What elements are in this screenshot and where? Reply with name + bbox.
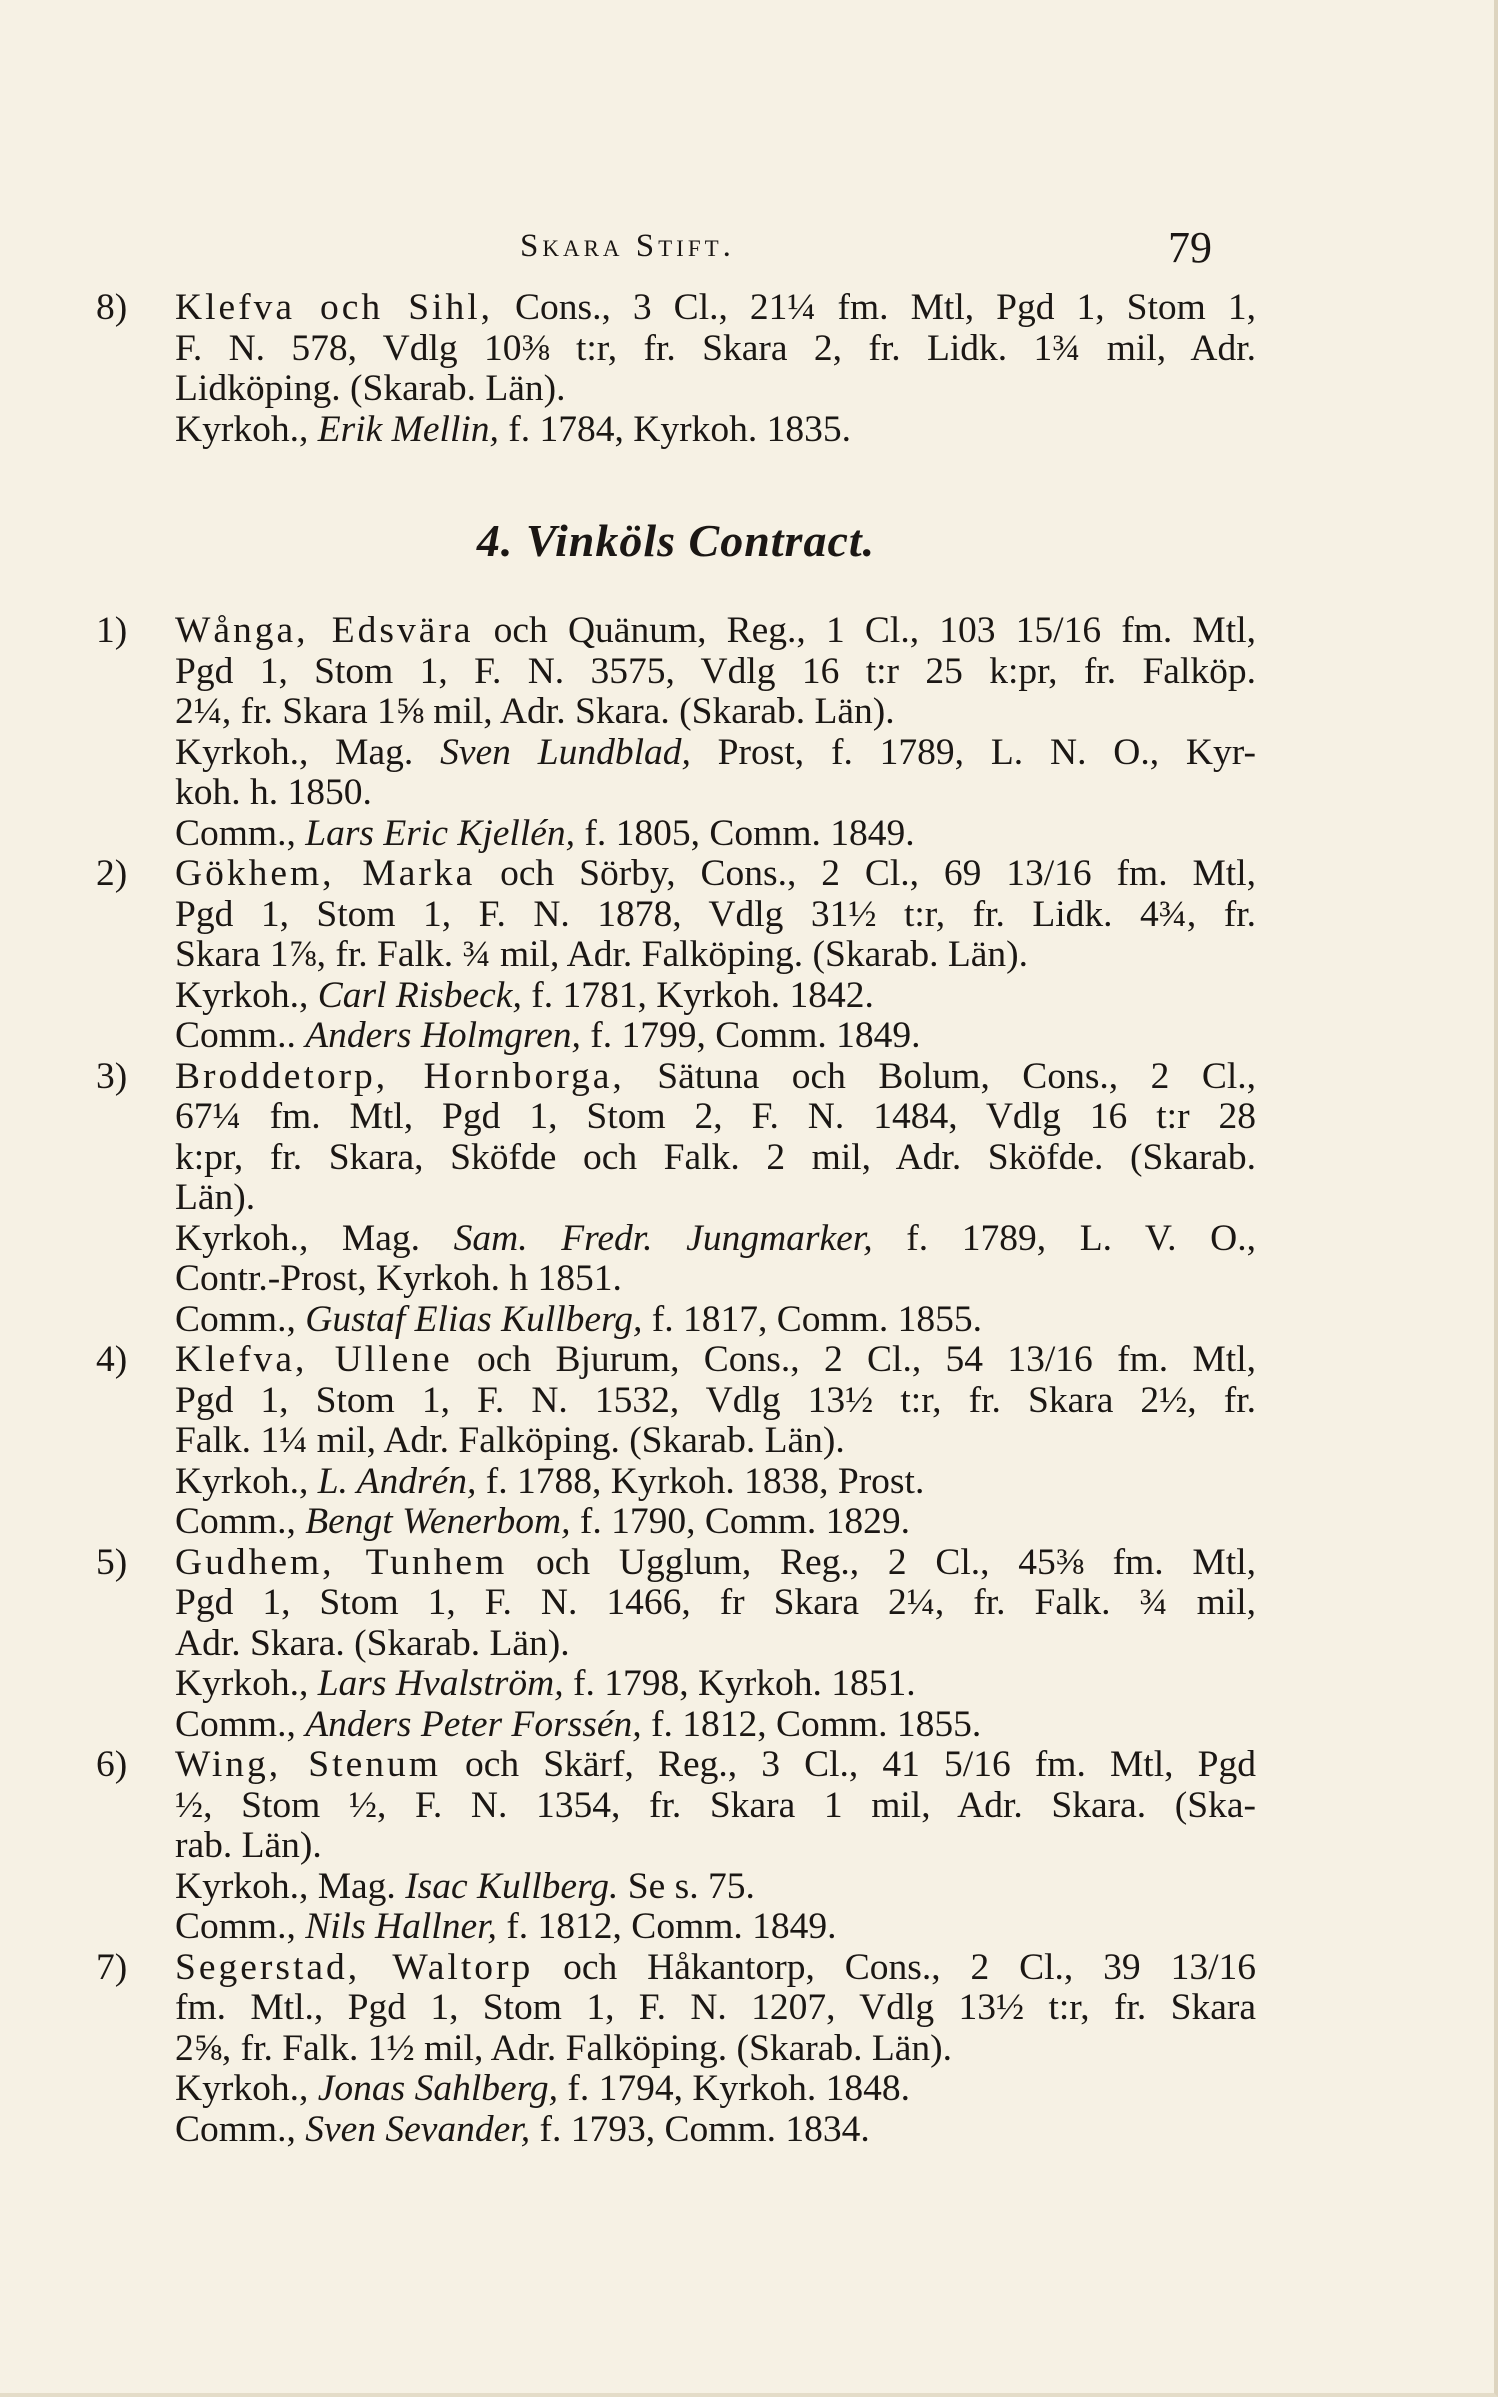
entry-line: Segerstad, Waltorp och Håkantorp, Cons., 2 Cl., 39 13/16 xyxy=(175,1946,1256,1988)
entry-line: F. N. 578, Vdlg 10⅜ t:r, fr. Skara 2, fr. Lidk. 1¾ mil, Adr. xyxy=(175,327,1256,369)
entry-line: Lidköping. (Skarab. Län). xyxy=(175,368,566,409)
parish-entry-5 xyxy=(96,1543,1256,1746)
person-name: Carl Risbeck, xyxy=(317,974,522,1016)
entry-line: 2¼, fr. Skara 1⅝ mil, Adr. Skara. (Skarab. Län). xyxy=(175,691,895,732)
parish-names: Wing, Stenum xyxy=(175,1744,441,1785)
person-name: Lars Hvalström, xyxy=(317,1663,564,1704)
parish-names: Klefva, Ullene xyxy=(175,1339,453,1380)
person-name: Sven Lundblad, xyxy=(440,731,691,773)
comm-line: Comm.. Anders Holmgren, f. 1799, Comm. 1849. xyxy=(175,1015,921,1056)
parish-names: Klefva och Sihl, xyxy=(175,287,494,328)
entry-number: 8) xyxy=(96,287,128,328)
kyrkoh-line: Kyrkoh., Carl Risbeck, f. 1781, Kyrkoh. 1842. xyxy=(175,974,874,1016)
person-name: Lars Eric Kjellén, xyxy=(305,812,576,854)
person-name: L. Andrén, xyxy=(317,1460,477,1502)
comm-line: Comm., Anders Peter Forssén, f. 1812, Comm. 1855. xyxy=(175,1703,982,1745)
entry-number: 5) xyxy=(96,1541,128,1583)
person-name: Anders Peter Forssén, xyxy=(305,1703,642,1745)
entry-line: fm. Mtl., Pgd 1, Stom 1, F. N. 1207, Vdlg 13½ t:r, fr. Skara xyxy=(175,1987,1256,2028)
parish-entry-4 xyxy=(96,1340,1256,1543)
comm-line: Comm., Nils Hallner, f. 1812, Comm. 1849. xyxy=(175,1906,837,1947)
parish-entry-7 xyxy=(96,1948,1256,2151)
entry-line: Gökhem, Marka och Sörby, Cons., 2 Cl., 69 13/16 fm. Mtl, xyxy=(175,853,1256,894)
parish-entry-3 xyxy=(96,1057,1256,1341)
entry-number: 2) xyxy=(96,853,128,894)
entry-line: Pgd 1, Stom 1, F. N. 1878, Vdlg 31½ t:r, fr. Lidk. 4¾, fr. xyxy=(175,893,1256,935)
entry-line: Adr. Skara. (Skarab. Län). xyxy=(175,1622,570,1664)
person-name: Isac Kullberg. xyxy=(405,1865,619,1907)
entry-number: 4) xyxy=(96,1339,128,1380)
entry-line: Falk. 1¼ mil, Adr. Falköping. (Skarab. Län). xyxy=(175,1420,845,1461)
comm-line: Comm., Gustaf Elias Kullberg, f. 1817, Comm. 1855. xyxy=(175,1298,982,1340)
parish-names: Segerstad, Waltorp xyxy=(175,1946,534,1988)
parish-entry-2 xyxy=(96,854,1256,1057)
kyrkoh-line: Kyrkoh., Lars Hvalström, f. 1798, Kyrkoh. 1851. xyxy=(175,1663,916,1704)
entry-number: 3) xyxy=(96,1055,128,1097)
parish-names: Broddetorp, Hornborga, xyxy=(175,1055,625,1097)
entry-line: 67¼ fm. Mtl, Pgd 1, Stom 2, F. N. 1484, Vdlg 16 t:r 28 xyxy=(175,1096,1256,1137)
parish-names: Gudhem, Tunhem xyxy=(175,1541,508,1583)
entry-line: Skara 1⅞, fr. Falk. ¾ mil, Adr. Falköping. (Skarab. Län). xyxy=(175,934,1029,975)
kyrkoh-line: Kyrkoh., L. Andrén, f. 1788, Kyrkoh. 1838, Prost. xyxy=(175,1460,925,1502)
comm-line: Comm., Lars Eric Kjellén, f. 1805, Comm. 1849. xyxy=(175,812,915,854)
kyrkoh-line: Kyrkoh., Mag. Sam. Fredr. Jungmarker, f. 1789, L. V. O., xyxy=(175,1217,1256,1259)
entry-line: ½, Stom ½, F. N. 1354, fr. Skara 1 mil, Adr. Skara. (Ska- xyxy=(175,1784,1256,1826)
entry-line: Wånga, Edsvära och Quänum, Reg., 1 Cl., 103 15/16 fm. Mtl, xyxy=(175,610,1256,651)
section-heading: 4. Vinköls Contract. xyxy=(476,515,876,566)
parish-names: Gökhem, Marka xyxy=(175,853,476,894)
person-name: Anders Holmgren, xyxy=(305,1015,581,1056)
entry-line: rab. Län). xyxy=(175,1825,322,1866)
kyrkoh-line: Kyrkoh., Mag. Sven Lundblad, Prost, f. 1789, L. N. O., Kyr- xyxy=(175,731,1256,773)
comm-line: Comm., Sven Sevander, f. 1793, Comm. 1834. xyxy=(175,2108,870,2150)
person-name: Gustaf Elias Kullberg, xyxy=(305,1298,643,1340)
entry-line: Pgd 1, Stom 1, F. N. 1532, Vdlg 13½ t:r, fr. Skara 2½, fr. xyxy=(175,1379,1256,1421)
entry-line: Län). xyxy=(175,1177,256,1218)
entry-number: 7) xyxy=(96,1946,128,1988)
entry-line: Pgd 1, Stom 1, F. N. 1466, fr Skara 2¼, fr. Falk. ¾ mil, xyxy=(175,1582,1256,1623)
person-name: Erik Mellin, xyxy=(317,408,499,450)
kyrkoh-line: Kyrkoh., Jonas Sahlberg, f. 1794, Kyrkoh. 1848. xyxy=(175,2068,911,2109)
entry-line: Wing, Stenum och Skärf, Reg., 3 Cl., 41 5/16 fm. Mtl, Pgd xyxy=(175,1744,1256,1785)
kyrkoh-line: Kyrkoh., Mag. Isac Kullberg. Se s. 75. xyxy=(175,1865,755,1907)
entry-line: Gudhem, Tunhem och Ugglum, Reg., 2 Cl., 45⅜ fm. Mtl, xyxy=(175,1541,1256,1583)
running-head xyxy=(0,218,1494,278)
parish-entry-6 xyxy=(96,1745,1256,1948)
person-name: Nils Hallner, xyxy=(305,1906,497,1947)
person-name: Sam. Fredr. Jungmarker, xyxy=(453,1217,873,1259)
kyrkoh-line: Kyrkoh., Erik Mellin, f. 1784, Kyrkoh. 1835. xyxy=(175,408,851,450)
running-head-title: Skara Stift. xyxy=(520,228,735,264)
page-text xyxy=(96,288,1256,2150)
entry-line: Klefva, Ullene och Bjurum, Cons., 2 Cl., 54 13/16 fm. Mtl, xyxy=(175,1339,1256,1380)
entry-number: 1) xyxy=(96,610,128,651)
parish-entry-1 xyxy=(96,611,1256,854)
entry-line: Broddetorp, Hornborga, Sätuna och Bolum, Cons., 2 Cl., xyxy=(175,1055,1257,1097)
person-name: Sven Sevander, xyxy=(305,2108,531,2150)
person-name: Jonas Sahlberg, xyxy=(317,2068,558,2109)
entry-line: Pgd 1, Stom 1, F. N. 3575, Vdlg 16 t:r 25 k:pr, fr. Falköp. xyxy=(175,650,1256,692)
entry-number: 6) xyxy=(96,1744,128,1785)
comm-line: Comm., Bengt Wenerbom, f. 1790, Comm. 1829. xyxy=(175,1501,911,1542)
parish-entry-8 xyxy=(96,288,1256,450)
entry-line: Klefva och Sihl, Cons., 3 Cl., 21¼ fm. Mtl, Pgd 1, Stom 1, xyxy=(175,287,1256,328)
page-number: 79 xyxy=(1168,223,1212,272)
parish-names: Wånga, Edsvära xyxy=(175,610,474,651)
kyrkoh-line-cont: koh. h. 1850. xyxy=(175,772,372,813)
entry-line: k:pr, fr. Skara, Sköfde och Falk. 2 mil, Adr. Sköfde. (Skarab. xyxy=(175,1136,1256,1178)
kyrkoh-line-cont: Contr.-Prost, Kyrkoh. h 1851. xyxy=(175,1258,622,1299)
person-name: Bengt Wenerbom, xyxy=(305,1501,571,1542)
entry-line: 2⅝, fr. Falk. 1½ mil, Adr. Falköping. (Skarab. Län). xyxy=(175,2027,953,2069)
